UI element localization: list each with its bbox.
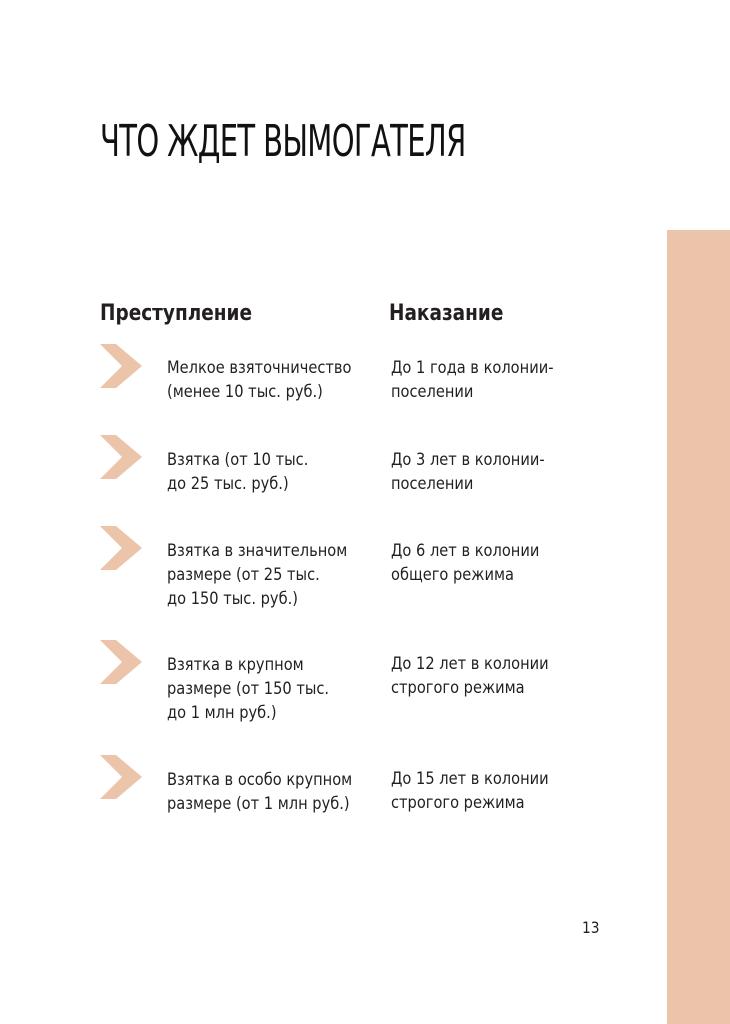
crime-text-line: размере (от 25 тыс. [167, 565, 320, 585]
punishment-text-line: строгого режима [391, 678, 525, 698]
punishment-text-line: поселении [391, 474, 474, 494]
crime-text-line: Взятка в крупном [167, 655, 304, 675]
punishment-text-line: поселении [391, 382, 474, 402]
crime-text-line: Мелкое взяточничество [167, 358, 352, 378]
crime-cell [167, 768, 352, 816]
crime-text-line: Взятка (от 10 тыс. [167, 450, 309, 470]
chevron-right-icon [100, 526, 142, 570]
crime-cell [167, 653, 329, 725]
column-header-punishment: Наказание [389, 301, 504, 326]
crime-text-line: до 1 млн руб.) [167, 703, 277, 723]
crime-text-line: до 25 тыс. руб.) [167, 474, 289, 494]
punishment-cell [391, 356, 553, 404]
punishment-cell [391, 767, 549, 815]
punishment-cell [391, 448, 545, 496]
crime-text-line: Взятка в особо крупном [167, 770, 353, 790]
crime-text-line: до 150 тыс. руб.) [167, 589, 298, 609]
crime-text-line: Взятка в значительном [167, 541, 348, 561]
punishment-text-line: строгого режима [391, 793, 525, 813]
chevron-right-icon [100, 435, 142, 479]
crime-cell [167, 356, 351, 404]
crime-cell [167, 448, 308, 496]
punishment-text-line: До 1 года в колонии- [391, 358, 554, 378]
page-number: 13 [582, 918, 600, 937]
punishment-text-line: До 3 лет в колонии- [391, 450, 545, 470]
chevron-right-icon [100, 640, 142, 684]
column-header-crime: Преступление [100, 301, 253, 326]
punishment-cell [391, 652, 549, 700]
punishment-text-line: До 12 лет в колонии [391, 654, 549, 674]
chevron-right-icon [100, 344, 142, 388]
punishment-text-line: До 6 лет в колонии [391, 541, 540, 561]
chevron-right-icon [100, 755, 142, 799]
crime-text-line: размере (от 1 млн руб.) [167, 794, 350, 814]
crime-cell [167, 539, 347, 611]
crime-text-line: (менее 10 тыс. руб.) [167, 382, 323, 402]
punishment-text-line: До 15 лет в колонии [391, 769, 549, 789]
page-title: ЧТО ЖДЕТ ВЫМОГАТЕЛЯ [100, 116, 466, 167]
punishment-text-line: общего режима [391, 565, 514, 585]
side-accent-bar [667, 230, 730, 1024]
punishment-cell [391, 539, 539, 587]
crime-text-line: размере (от 150 тыс. [167, 679, 330, 699]
